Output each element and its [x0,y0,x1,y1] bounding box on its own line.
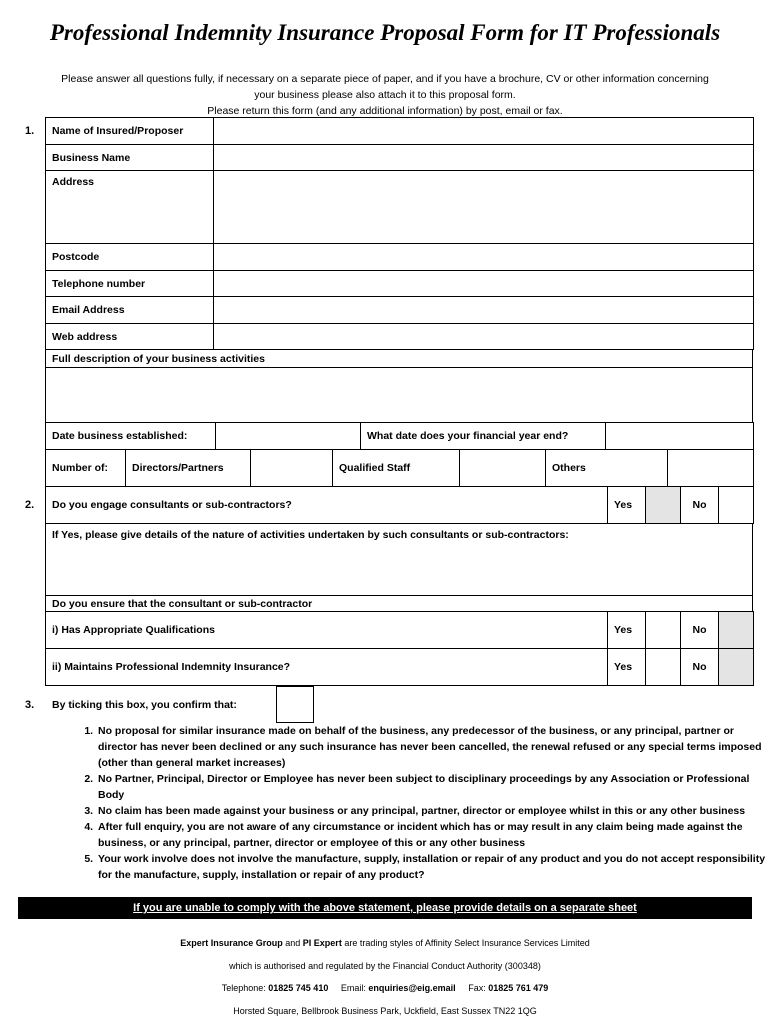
consultants-details[interactable]: If Yes, please give details of the nature of activities undertaken by such consultants or sub-contractors: [46,524,753,596]
name-input[interactable] [214,118,754,145]
number-of-label: Number of: [46,450,126,487]
section-2-subquestions-table [45,611,754,686]
consultants-question: Do you engage consultants or sub-contractors? [46,487,608,524]
pi-insurance-question: ii) Maintains Professional Indemnity Insurance? [46,649,608,686]
financial-year-end-input[interactable] [606,423,754,450]
address-label: Address [46,171,214,244]
section-2-question-table [45,486,754,524]
description-table [45,349,753,423]
footer-trading [0,938,770,948]
telephone-input[interactable] [214,271,754,297]
consultants-yes-box[interactable] [646,487,681,524]
footer-email-label: Email: [340,983,366,993]
confirm-label: By ticking this box, you confirm that: [52,699,237,711]
web-label: Web address [46,324,214,350]
section-1-table [45,117,754,350]
footer-fax-label: Fax: [468,983,486,993]
pi-insurance-no-label: No [681,649,719,686]
web-input[interactable] [214,324,754,350]
qualifications-question: i) Has Appropriate Qualifications [46,612,608,649]
others-label: Others [546,450,668,487]
condition-item: 4. After full enquiry, you are not aware of any circumstance or incident which has or may result in any claim being made against the business, or any principal, partner, director or employee of this or any other business [96,819,768,851]
business-name-label: Business Name [46,145,214,171]
section-3-number: 3. [25,699,35,711]
date-established-input[interactable] [216,423,361,450]
condition-item: 3. No claim has been made against your business or any principal, partner, director or employee whilst in this or any other business [96,803,768,819]
consultants-no-label: No [681,487,719,524]
qualified-staff-input[interactable] [460,450,546,487]
staff-table [45,449,754,487]
qualifications-no-box[interactable] [719,612,754,649]
ensure-label: Do you ensure that the consultant or sub-contractor [46,596,753,612]
dates-table [45,422,754,450]
footer-email[interactable]: enquiries@eig.email [368,983,456,993]
qualifications-yes-box[interactable] [646,612,681,649]
others-input[interactable] [668,450,754,487]
pi-insurance-yes-label: Yes [608,649,646,686]
compliance-banner: If you are unable to comply with the above statement, please provide details on a separate sheet [18,897,752,919]
condition-item: 5. Your work involve does not involve the manufacture, supply, installation or repair of any product and you do not accept responsibility for the manufacture, supply, installation or repair of any product? [96,851,768,883]
footer-trading-text: are trading styles of Affinity Select Insurance Services Limited [344,938,590,948]
qualified-staff-label: Qualified Staff [333,450,460,487]
footer-contact [0,983,770,993]
section-2-details-table [45,523,753,612]
description-label: Full description of your business activities [46,350,753,368]
condition-item: 1. No proposal for similar insurance made on behalf of the business, any predecessor of the business, or any principal, partner or director has never been declined or any such insurance has never been cancelled, the renewal refused or any special terms imposed (other than general market increases) [96,723,768,771]
business-name-input[interactable] [214,145,754,171]
qualifications-no-label: No [681,612,719,649]
footer-tel-label: Telephone: [221,983,266,993]
intro-line-1: Please answer all questions fully, if necessary on a separate piece of paper, and if you have a brochure, CV or other information concerning [61,73,709,85]
directors-label: Directors/Partners [126,450,251,487]
intro-text [20,71,750,119]
consultants-yes-label: Yes [608,487,646,524]
intro-line-2: your business please also attach it to this proposal form. [254,89,516,101]
date-established-label: Date business established: [46,423,216,450]
footer-tel: 01825 745 410 [268,983,329,993]
pi-insurance-no-box[interactable] [719,649,754,686]
footer-and: and [285,938,301,948]
intro-line-3: Please return this form (and any additional information) by post, email or fax. [207,105,563,117]
postcode-input[interactable] [214,244,754,271]
condition-item: 2. No Partner, Principal, Director or Employee has never been subject to disciplinary proceedings by any Association or Professional Body [96,771,768,803]
footer-brand-2: PI Expert [302,938,342,948]
confirm-checkbox[interactable] [276,686,314,723]
footer-brand-1: Expert Insurance Group [180,938,283,948]
page-title: Professional Indemnity Insurance Proposal Form for IT Professionals [49,20,721,45]
email-input[interactable] [214,297,754,324]
footer-address: Horsted Square, Bellbrook Business Park, Uckfield, East Sussex TN22 1QG [233,1006,537,1016]
footer-regulated: which is authorised and regulated by the Financial Conduct Authority (300348) [229,961,541,971]
consultants-no-box[interactable] [719,487,754,524]
pi-insurance-yes-box[interactable] [646,649,681,686]
directors-input[interactable] [251,450,333,487]
footer-fax: 01825 761 479 [488,983,549,993]
email-label: Email Address [46,297,214,324]
name-label: Name of Insured/Proposer [46,118,214,145]
section-1-number: 1. [25,125,35,137]
address-input[interactable] [214,171,754,244]
qualifications-yes-label: Yes [608,612,646,649]
section-2-number: 2. [25,499,35,511]
description-input[interactable] [46,368,753,423]
conditions-list [58,723,768,883]
telephone-label: Telephone number [46,271,214,297]
postcode-label: Postcode [46,244,214,271]
financial-year-end-label: What date does your financial year end? [361,423,606,450]
